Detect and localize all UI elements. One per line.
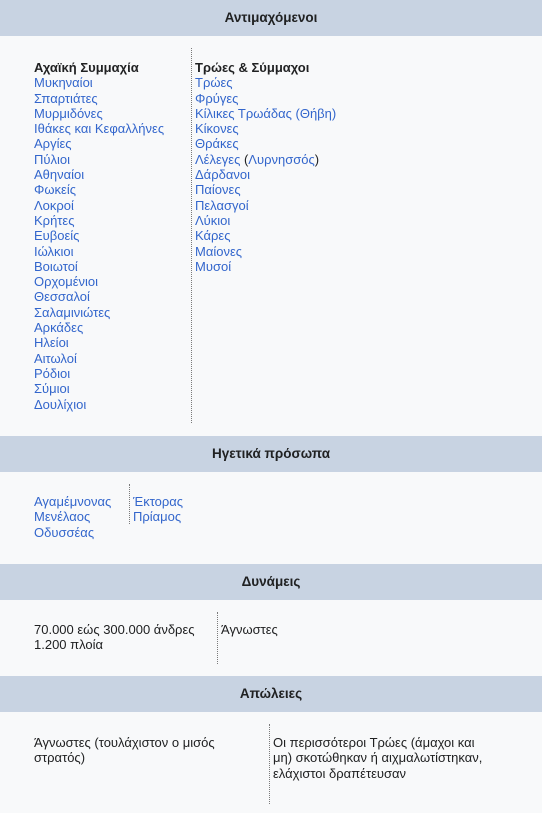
trojan-faction-link[interactable]: Δάρδανοι [195,167,250,183]
achaean-faction-link[interactable]: Πύλιοι [34,151,71,167]
strength-section [0,600,542,676]
casualties-achaean-line: Άγνωστες (τουλάχιστον ο μισός [34,735,215,750]
leader-link[interactable]: Αγαμέμνονας [34,494,112,509]
trojan-faction-link[interactable]: Μυσοί [195,258,232,274]
leaders-header: Ηγετικά πρόσωπα [0,436,542,472]
achaean-faction-link[interactable]: Θεσσαλοί [34,289,90,305]
trojan-faction-link[interactable]: Κίλικες Τρωάδας (Θήβη) [195,105,337,121]
achaean-faction-link[interactable]: Σπαρτιάτες [34,90,98,106]
leader-link[interactable]: Έκτορας [133,494,184,509]
achaean-faction-link[interactable]: Κρήτες [34,212,75,228]
paren: ) [314,151,320,167]
trojan-faction-link[interactable]: Τρώες [195,75,233,91]
achaean-column [34,60,164,412]
casualties-trojan-line: ελάχιστοι δραπέτευσαν [273,765,407,781]
trojan-title: Τρώες & Σύμμαχοι [195,60,310,75]
achaean-list [34,75,164,412]
achaean-faction-link[interactable]: Ηλείοι [34,335,69,351]
column-divider [129,484,130,524]
casualties-section [0,712,542,813]
achaean-faction-link[interactable]: Αρκάδες [34,320,84,336]
leader-link[interactable]: Πρίαμος [133,509,182,525]
casualties-trojan-line: Οι περισσότεροι Τρώες (άμαχοι και [273,735,475,750]
trojan-faction-link[interactable]: Μαίονες [195,243,243,259]
achaean-faction-link[interactable]: Ιθάκες και Κεφαλλήνες [34,121,165,137]
trojan-faction-link[interactable]: Λύκιοι [195,212,231,228]
leaders-achaean-list [34,494,111,540]
casualties-achaean [34,735,215,766]
lyrnessos-link[interactable]: Λυρνησσός [248,151,315,167]
combatants-header: Αντιμαχόμενοι [0,0,542,36]
trojan-faction-link[interactable]: Λέλεγες [195,151,241,167]
achaean-faction-link[interactable]: Μυκηναίοι [34,75,93,91]
column-divider [217,612,218,664]
achaean-title: Αχαϊκή Συμμαχία [34,60,139,75]
combatants-section [0,36,542,436]
achaean-faction-link[interactable]: Ορχομένιοι [34,274,99,290]
achaean-faction-link[interactable]: Δουλίχιοι [34,396,87,412]
leaders-trojan-list [133,494,183,525]
casualties-achaean-line: στρατός) [34,750,86,766]
strength-trojan: Άγνωστες [221,622,278,637]
achaean-faction-link[interactable]: Ρόδιοι [34,365,71,381]
paren: ( [240,151,249,167]
strength-achaean [34,622,195,653]
column-divider [269,724,270,804]
trojan-column [195,60,336,274]
achaean-faction-link[interactable]: Αργίες [34,136,72,152]
achaean-faction-link[interactable]: Μυρμιδόνες [34,105,103,121]
trojan-faction-link[interactable]: Κίκονες [195,121,239,137]
leader-link[interactable]: Μενέλαος [34,509,91,525]
column-divider [191,48,192,423]
strength-header: Δυνάμεις [0,564,542,600]
trojan-faction-link[interactable]: Φρύγες [195,90,239,106]
leader-link[interactable]: Οδυσσέας [34,524,95,540]
achaean-faction-link[interactable]: Ευβοείς [34,228,80,244]
trojan-faction-link[interactable]: Κάρες [195,228,231,244]
casualties-trojan-line: μη) σκοτώθηκαν ή αιχμαλωτίστηκαν, [273,750,483,766]
achaean-faction-link[interactable]: Φωκείς [34,182,76,198]
achaean-faction-link[interactable]: Σύμιοι [34,381,70,397]
strength-achaean-line: 70.000 εώς 300.000 άνδρες [34,622,195,637]
achaean-faction-link[interactable]: Ιώλκιοι [34,243,74,259]
trojan-faction-link[interactable]: Πελασγοί [195,197,249,213]
trojan-faction-link[interactable]: Παίονες [195,182,241,198]
casualties-header: Απώλειες [0,676,542,712]
trojan-list [195,75,336,274]
casualties-trojan [273,735,482,781]
trojan-faction-link [195,152,336,167]
achaean-faction-link[interactable]: Σαλαμινιώτες [34,304,111,320]
leaders-section [0,472,542,564]
achaean-faction-link[interactable]: Βοιωτοί [34,258,78,274]
achaean-faction-link[interactable]: Λοκροί [34,197,74,213]
trojan-faction-link[interactable]: Θράκες [195,136,239,152]
achaean-faction-link[interactable]: Αιτωλοί [34,350,77,366]
strength-achaean-line: 1.200 πλοία [34,637,104,653]
achaean-faction-link[interactable]: Αθηναίοι [34,167,85,183]
